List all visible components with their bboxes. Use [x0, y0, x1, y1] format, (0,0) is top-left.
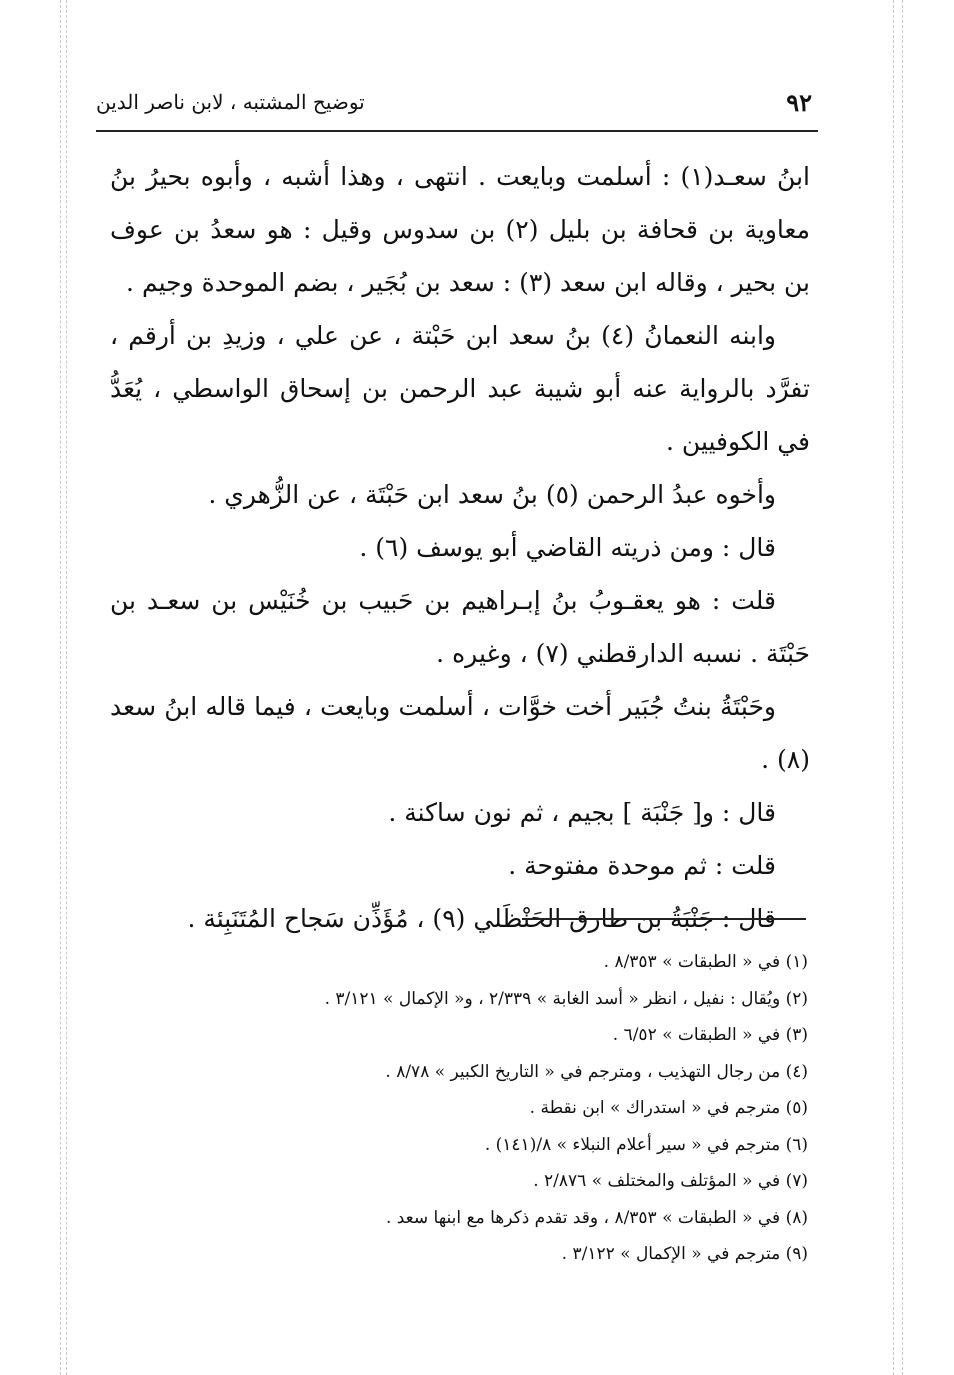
body-paragraph: قال : جَنْبَةُ بن طارق الحَنْظَلي (٩) ، مُؤَذِّن سَجاح المُتَنَبِئة .: [187, 904, 776, 933]
footnote-separator: [522, 918, 806, 920]
running-header: [96, 86, 818, 126]
scan-artifact-line: [893, 0, 894, 1375]
footnote: (٩) مترجم في « الإكمال » ٣/١٢٢ .: [561, 1244, 808, 1264]
body-paragraph: وأخوه عبدُ الرحمن (٥) بنُ سعد ابن حَبْتَة ، عن الزُّهري .: [208, 480, 776, 509]
page-number: ٩٢: [786, 88, 812, 117]
body-paragraph: قلت : ثم موحدة مفتوحة .: [508, 851, 776, 880]
scan-artifact-line: [60, 0, 61, 1375]
footnote: (٥) مترجم في « استدراك » ابن نقطة .: [529, 1098, 808, 1118]
scan-artifact-line: [902, 0, 903, 1375]
body-paragraph: قال : ومن ذريته القاضي أبو يوسف (٦) .: [359, 533, 776, 562]
body-paragraph: قال : و[ جَنْبَة ] بجيم ، ثم نون ساكنة .: [388, 798, 776, 827]
body-paragraph: ابنُ سعـد(١) : أسلمت وبايعت . انتهى ، وهذا أشبه ، وأبوه بحيرُ بنُ معاوية بن قحافة بن بليل (٢) بن سدوس وقيل : هو سعدُ بن عوف بن بحير ، وقاله ابن سعد (٣) : سعد بن بُجَير ، بضم الموحدة وجيم .: [110, 162, 810, 297]
footnotes-list: [140, 944, 808, 1273]
footnote: (٤) من رجال التهذيب ، ومترجم في « التاريخ الكبير » ٨/٧٨ .: [385, 1061, 808, 1082]
header-rule: [96, 130, 818, 132]
scan-artifact-line: [66, 0, 67, 1375]
footnote: (٣) في « الطبقات » ٦/٥٢ .: [612, 1025, 808, 1045]
footnote: (٧) في « المؤتلف والمختلف » ٢/٨٧٦ .: [533, 1171, 808, 1191]
body-paragraph: وابنه النعمانُ (٤) بنُ سعد ابن حَبْتة ، عن علي ، وزيدِ بن أرقم ، تفرَّد بالرواية عنه أبو شيبة عبد الرحمن بن إسحاق الواسطي ، يُعَدُّ في الكوفيين .: [110, 321, 810, 456]
header-title: توضيح المشتبه ، لابن ناصر الدين: [96, 90, 365, 114]
footnote: (٢) ويُقال : نفيل ، انظر « أسد الغابة » ٢/٣٣٩ ، و« الإكمال » ٣/١٢١ .: [324, 988, 808, 1009]
body-paragraph: قلت : هو يعقـوبُ بنُ إبـراهيم بن حَبيب بن خُنَيْس بن سعـد بن حَبْتَة . نسبه الدارقطني (٧) ، وغيره .: [110, 586, 810, 668]
footnote: (٨) في « الطبقات » ٨/٣٥٣ ، وقد تقدم ذكرها مع ابنها سعد .: [385, 1207, 808, 1228]
main-text: [110, 150, 810, 945]
footnote: (٦) مترجم في « سير أعلام النبلاء » ٨/(١٤١) .: [484, 1134, 808, 1155]
footnote: (١) في « الطبقات » ٨/٣٥٣ .: [603, 952, 808, 972]
body-paragraph: وحَبْتَةُ بنتُ جُبَير أخت خوَّات ، أسلمت وبايعت ، فيما قاله ابنُ سعد (٨) .: [110, 692, 810, 774]
